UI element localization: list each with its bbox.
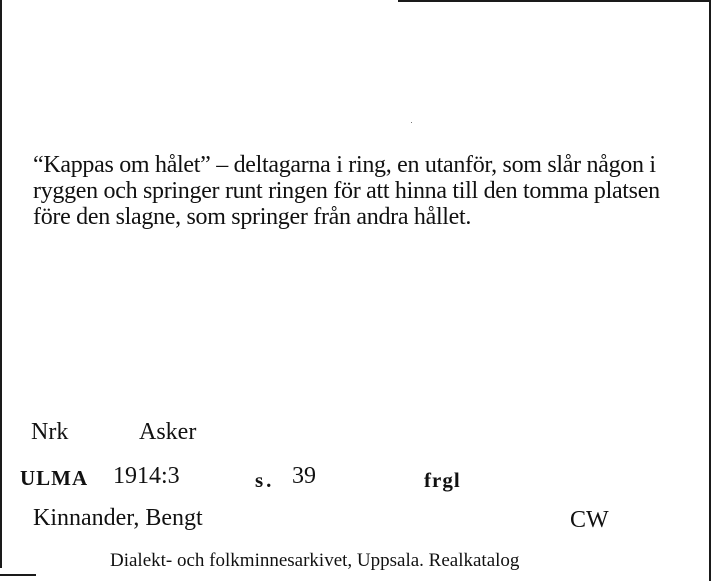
archive-code: ULMA bbox=[20, 466, 89, 490]
game-description: “Kappas om hålet” – deltagarna i ring, en utanför, som slår någon i ryggen och springer runt ringen för att hinna till den tomma platsen före den slagne, som springer från andra hållet. bbox=[33, 152, 660, 230]
record-number: 1914:3 bbox=[113, 463, 180, 489]
collector-name: Kinnander, Bengt bbox=[33, 505, 203, 531]
place-name: Asker bbox=[139, 419, 197, 445]
page-number: 39 bbox=[292, 463, 316, 489]
initials: CW bbox=[570, 507, 609, 533]
card-top-edge bbox=[398, 0, 711, 2]
category-code: frgl bbox=[424, 468, 461, 492]
region-label: Nrk bbox=[31, 419, 69, 445]
card-bottom-edge bbox=[0, 574, 36, 576]
paper-speck bbox=[411, 122, 412, 123]
card-left-edge bbox=[0, 0, 2, 568]
page-label: s. bbox=[255, 468, 275, 492]
archive-footer: Dialekt- och folkminnesarkivet, Uppsala. Realkatalog bbox=[110, 550, 520, 571]
